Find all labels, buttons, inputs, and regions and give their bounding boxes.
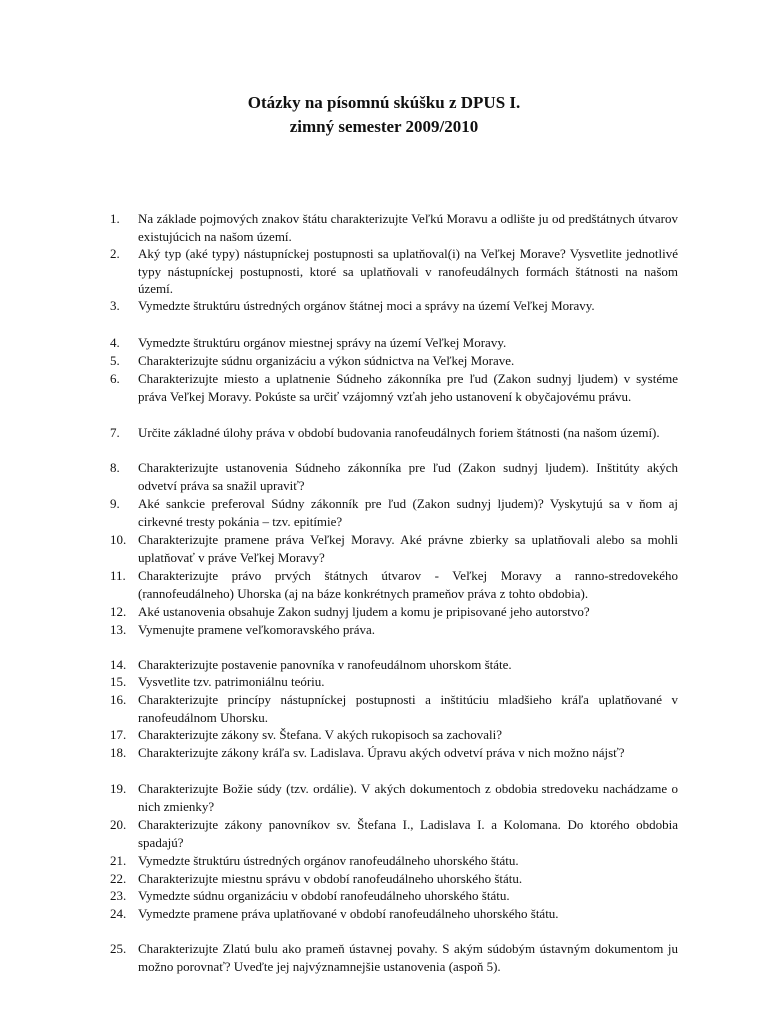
question-text: Vymedzte štruktúru orgánov miestnej správy na území Veľkej Moravy. xyxy=(138,335,507,350)
question-number: 15. xyxy=(110,674,127,689)
question-number: 2. xyxy=(110,246,120,261)
question-number: 5. xyxy=(110,353,120,368)
question-number: 1. xyxy=(110,211,120,226)
question-text: Aký typ (aké typy) nástupníckej postupnosti sa uplatňoval(i) na Veľkej Morave? Vysvetlite jednotlivé typy nástupníckej postupnosti, ktoré sa uplatňovali v ranofeudálnych formách štátnosti na našom území. xyxy=(138,246,678,296)
document-subtitle: zimný semester 2009/2010 xyxy=(289,117,479,136)
question-number: 9. xyxy=(110,496,120,511)
question-text: Vysvetlite tzv. patrimoniálnu teóriu. xyxy=(138,674,325,689)
question-text: Vymedzte štruktúru ústredných orgánov štátnej moci a správy na území Veľkej Moravy. xyxy=(138,298,595,313)
question-text: Charakterizujte Božie súdy (tzv. ordálie). V akých dokumentoch z obdobia stredoveku nachádzame o nich zmienky? xyxy=(138,781,678,814)
question-text: Charakterizujte princípy nástupníckej postupnosti a inštitúciu mladšieho kráľa uplatňované v ranofeudálnom Uhorsku. xyxy=(138,692,678,725)
question-number: 20. xyxy=(110,817,127,832)
question-number: 17. xyxy=(110,727,127,742)
document-title: Otázky na písomnú skúšku z DPUS I. xyxy=(247,93,521,112)
question-number: 13. xyxy=(110,622,127,637)
question-number: 14. xyxy=(110,657,127,672)
question-number: 6. xyxy=(110,371,120,386)
question-number: 18. xyxy=(110,745,127,760)
question-text: Určite základné úlohy práva v období budovania ranofeudálnych foriem štátnosti (na našom území). xyxy=(138,425,660,440)
question-number: 11. xyxy=(110,568,126,583)
question-text: Charakterizujte zákony panovníkov sv. Štefana I., Ladislava I. a Kolomana. Do ktorého obdobia spadajú? xyxy=(138,817,678,850)
question-number: 21. xyxy=(110,853,127,868)
question-number: 7. xyxy=(110,425,120,440)
question-text: Vymedzte štruktúru ústredných orgánov ranofeudálneho uhorského štátu. xyxy=(138,853,519,868)
question-text: Charakterizujte súdnu organizáciu a výkon súdnictva na Veľkej Morave. xyxy=(138,353,515,368)
question-text: Aké ustanovenia obsahuje Zakon sudnyj ljudem a komu je pripisované jeho autorstvo? xyxy=(138,604,590,619)
question-text: Vymenujte pramene veľkomoravského práva. xyxy=(138,622,376,637)
question-text: Charakterizujte postavenie panovníka v ranofeudálnom uhorskom štáte. xyxy=(138,657,512,672)
question-text: Charakterizujte pramene práva Veľkej Moravy. Aké právne zbierky sa uplatňovali alebo sa mohli uplatňovať v práve Veľkej Moravy? xyxy=(138,532,678,565)
question-text: Vymedzte pramene práva uplatňované v období ranofeudálneho uhorského štátu. xyxy=(138,906,559,921)
question-number: 25. xyxy=(110,941,127,956)
question-text: Charakterizujte zákony sv. Štefana. V akých rukopisoch sa zachovali? xyxy=(138,727,502,742)
question-number: 8. xyxy=(110,460,120,475)
question-text: Charakterizujte ustanovenia Súdneho zákonníka pre ľud (Zakon sudnyj ljudem). Inštitúty akých odvetví práva sa snažil upraviť? xyxy=(138,460,678,493)
question-number: 3. xyxy=(110,298,120,313)
question-number: 16. xyxy=(110,692,127,707)
question-number: 10. xyxy=(110,532,127,547)
question-text: Charakterizujte Zlatú bulu ako prameň ústavnej povahy. S akým súdobým ústavným dokumentom ju možno porovnať? Uveďte jej najvýznamnejšie ustanovenia (aspoň 5). xyxy=(138,941,678,974)
question-number: 12. xyxy=(110,604,127,619)
question-number: 24. xyxy=(110,906,127,921)
question-text: Vymedzte súdnu organizáciu v období ranofeudálneho uhorského štátu. xyxy=(138,888,510,903)
question-text: Charakterizujte zákony kráľa sv. Ladislava. Úpravu akých odvetví práva v nich možno nájsť? xyxy=(138,745,625,760)
question-text: Aké sankcie preferoval Súdny zákonník pre ľud (Zakon sudnyj ljudem)? Vyskytujú sa v ňom aj cirkevné tresty pokánia – tzv. epitímie? xyxy=(138,496,678,529)
question-text: Na základe pojmových znakov štátu charakterizujte Veľkú Moravu a odlište ju od predštátnych útvarov existujúcich na našom území. xyxy=(138,211,678,244)
question-text: Charakterizujte miestnu správu v období ranofeudálneho uhorského štátu. xyxy=(138,871,523,886)
question-text: Charakterizujte právo prvých štátnych útvarov - Veľkej Moravy a ranno-stredovekého (rannofeudálneho) Uhorska (aj na báze konkrétnych prameňov práva z tohto obdobia). xyxy=(138,568,678,601)
question-number: 23. xyxy=(110,888,127,903)
question-text: Charakterizujte miesto a uplatnenie Súdneho zákonníka pre ľud (Zakon sudnyj ljudem) v systéme práva Veľkej Moravy. Pokúste sa určiť vzájomný vzťah jeho ustanovení k obyčajovému právu. xyxy=(138,371,678,404)
question-number: 4. xyxy=(110,335,120,350)
question-number: 22. xyxy=(110,871,127,886)
question-number: 19. xyxy=(110,781,127,796)
